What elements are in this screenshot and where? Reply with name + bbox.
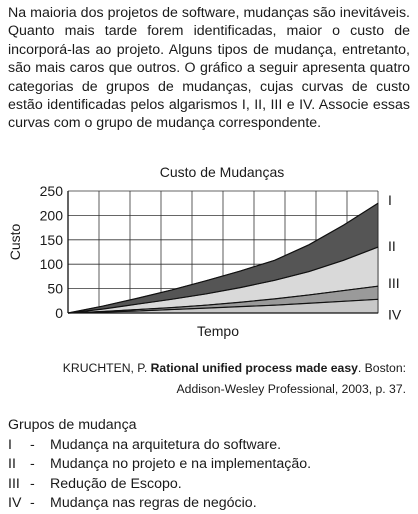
- change-groups: [8, 416, 311, 514]
- y-tick-label: 50: [47, 280, 63, 297]
- group-number: III: [8, 475, 20, 492]
- group-item: IV - Mudança nas regras de negócio.: [8, 494, 311, 514]
- group-text: Mudança na arquitetura do software.: [50, 436, 282, 453]
- chart-svg: [0, 158, 418, 348]
- group-number: I: [8, 436, 12, 453]
- cost-chart: [0, 158, 418, 348]
- chart-title: Custo de Mudanças: [159, 164, 285, 180]
- group-number: IV: [8, 495, 22, 511]
- series-label-i: I: [388, 192, 392, 209]
- series-label-ii: II: [388, 238, 396, 255]
- question-text: Na maioria dos projetos de software, mudanças são inevitáveis. Quanto mais tarde forem identificadas, maior o custo de incorporá-las ao projeto. Alguns tipos de mudança, entretanto, são mais caros que outros. O gráfico a seguir apresenta quatro categorias de grupos de mudanças, cujas curvas de custo estão identificadas pelos algarismos I, II, III e IV. Associe essas curvas com o grupo de mudança correspondente.: [8, 5, 410, 132]
- source-line-1: [8, 358, 406, 378]
- source-title: Rational unified process made easy: [150, 361, 358, 375]
- group-item: II - Mudança no projeto e na implementação.: [8, 455, 311, 475]
- group-text: Mudança no projeto e na implementação.: [50, 456, 312, 472]
- group-item: I - Mudança na arquitetura do software.: [8, 436, 311, 456]
- source-line-2: Addison-Wesley Professional, 2003, p. 37.: [176, 382, 406, 396]
- y-tick-label: 150: [39, 231, 63, 248]
- group-text: Redução de Escopo.: [50, 475, 182, 492]
- source-rest: . Boston:: [357, 361, 406, 375]
- y-tick-label: 0: [55, 305, 63, 321]
- groups-heading: Grupos de mudança: [8, 417, 137, 433]
- y-tick-label: 200: [39, 207, 63, 224]
- group-item: III - Redução de Escopo.: [8, 475, 311, 495]
- y-tick-label: 250: [39, 183, 63, 199]
- source-author: KRUCHTEN, P.: [62, 361, 148, 375]
- group-number: II: [8, 456, 16, 472]
- y-axis-label: Custo: [7, 223, 23, 261]
- series-label-iv: IV: [388, 306, 402, 323]
- series-label-iii: III: [388, 275, 400, 292]
- y-tick-label: 100: [39, 256, 63, 273]
- group-text: Mudança nas regras de negócio.: [50, 495, 257, 511]
- x-axis-label: Tempo: [196, 323, 240, 339]
